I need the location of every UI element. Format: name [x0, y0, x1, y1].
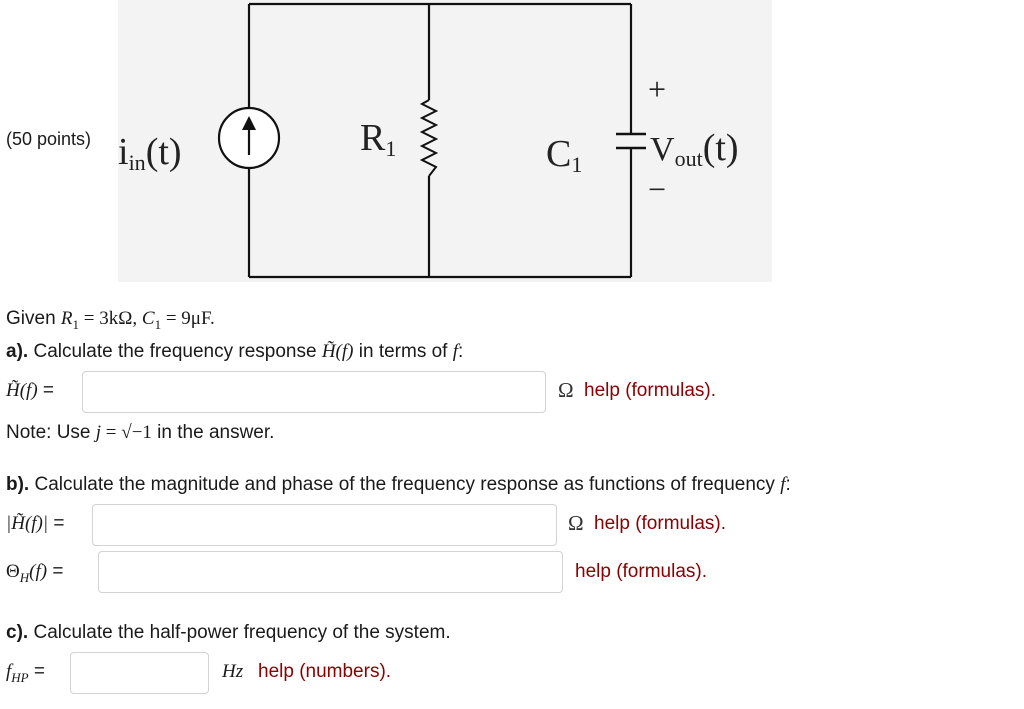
part-b-heading: b). Calculate the magnitude and phase of the frequency response as functions of frequency f: — [6, 474, 791, 495]
points-label: (50 points) — [6, 129, 92, 149]
phase-label: $\Theta_H(f)$ = — [6, 561, 64, 585]
part-a-field-label: H̃(f) = — [6, 380, 55, 401]
help-formulas-link-phase[interactable]: help (formulas). — [575, 561, 707, 582]
note-line: Note: Use j = √−1 in the answer. — [6, 422, 275, 443]
part-a-heading: a). Calculate the frequency response H̃(f) in terms of f: — [6, 341, 464, 362]
current-source-icon — [219, 108, 279, 168]
hz-unit: Hz — [222, 661, 244, 682]
part-c-heading: c). Calculate the half-power frequency of the system. — [6, 622, 451, 643]
half-power-label: $f_{HP}$ = — [6, 661, 45, 685]
given-line: Given $R_1 = 3k\Omega$, $C_1 = 9\mu F$. — [6, 308, 215, 332]
source-label: iin(t) — [118, 131, 182, 175]
resistor-label: R1 — [360, 117, 397, 161]
plus-sign: + — [648, 71, 667, 107]
help-formulas-link-a[interactable]: help (formulas). — [584, 380, 716, 401]
magnitude-label: |H̃(f)| = — [6, 513, 65, 534]
minus-sign: − — [648, 171, 667, 207]
help-formulas-link-magnitude[interactable]: help (formulas). — [594, 513, 726, 534]
omega-icon[interactable]: Ω — [558, 378, 574, 402]
phase-input[interactable] — [98, 551, 563, 593]
magnitude-input[interactable] — [92, 504, 557, 546]
help-numbers-link[interactable]: help (numbers). — [258, 661, 392, 682]
frequency-response-input[interactable] — [82, 371, 546, 413]
half-power-frequency-input[interactable] — [70, 652, 209, 694]
vout-label: Vout(t) — [650, 127, 739, 171]
capacitor-label: C1 — [546, 133, 583, 177]
circuit-diagram — [118, 0, 772, 282]
omega-icon-magnitude[interactable]: Ω — [568, 511, 584, 535]
